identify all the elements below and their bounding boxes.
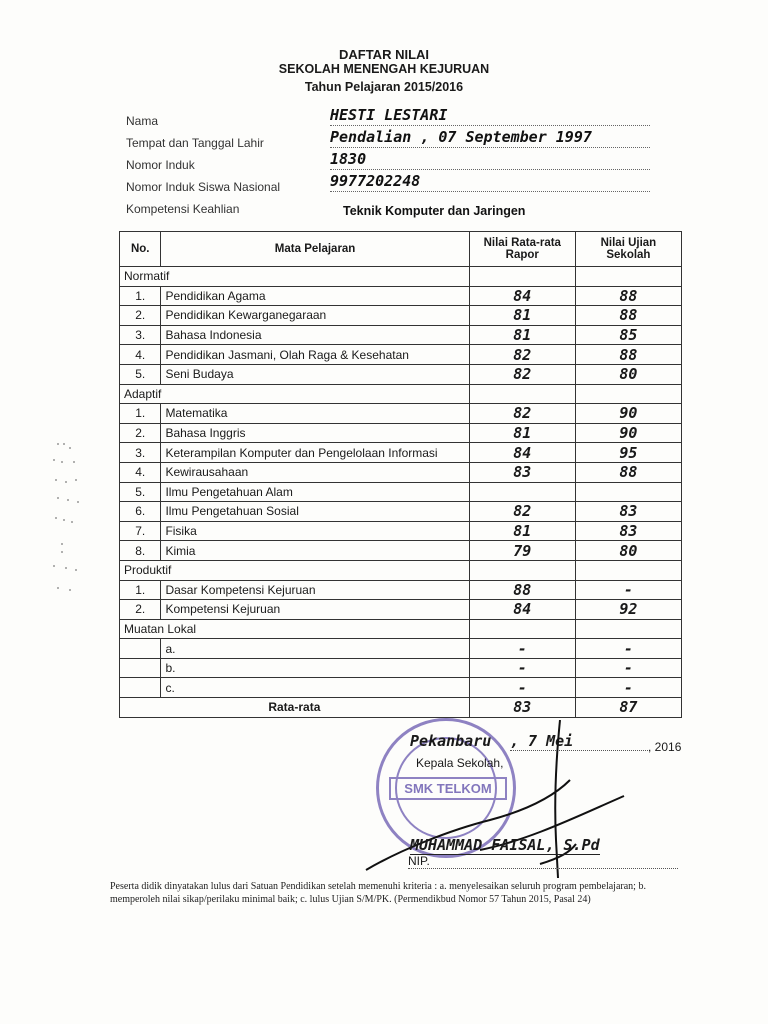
row-number: 2. (120, 306, 161, 326)
signoff-date: , 7 Mei (510, 732, 650, 751)
nisn-label: Nomor Induk Siswa Nasional (126, 180, 281, 194)
nisn-value: 9977202248 (330, 172, 650, 192)
principal-name: MUHAMMAD FAISAL, S.Pd (410, 836, 600, 854)
section-empty-cell (575, 267, 681, 287)
signoff-role: Kepala Sekolah, (416, 756, 504, 770)
section-label: Muatan Lokal (120, 619, 470, 639)
subject-name: Pendidikan Kewarganegaraan (161, 306, 469, 326)
table-row (120, 678, 682, 698)
subject-name: Ilmu Pengetahuan Alam (161, 482, 469, 502)
rapor-score: 84 (469, 443, 575, 463)
grades-body (120, 267, 682, 698)
ujian-score (575, 482, 681, 502)
rapor-score: 79 (469, 541, 575, 561)
table-header-row (120, 232, 682, 267)
ujian-score: 88 (575, 462, 681, 482)
section-empty-cell (469, 267, 575, 287)
rapor-score: 81 (469, 325, 575, 345)
rapor-score: 82 (469, 364, 575, 384)
nomor-induk-label: Nomor Induk (126, 158, 195, 172)
birth-value: Pendalian , 07 September 1997 (330, 128, 650, 148)
subject-name: Dasar Kompetensi Kejuruan (161, 580, 469, 600)
rapor-score: - (469, 678, 575, 698)
rapor-score: - (469, 658, 575, 678)
row-number: 3. (120, 325, 161, 345)
academic-year: Tahun Pelajaran 2015/2016 (304, 80, 464, 94)
row-number: 2. (120, 600, 161, 620)
average-row (120, 698, 682, 718)
table-row (120, 364, 682, 384)
subject-name: Pendidikan Agama (161, 286, 469, 306)
section-empty-cell (469, 560, 575, 580)
section-empty-cell (575, 384, 681, 404)
subject-name: Kimia (161, 541, 469, 561)
ujian-score: 80 (575, 541, 681, 561)
table-row (120, 658, 682, 678)
rapor-score: 83 (469, 462, 575, 482)
table-row (120, 541, 682, 561)
rapor-score: 81 (469, 521, 575, 541)
footnote: Peserta didik dinyatakan lulus dari Satuan Pendidikan setelah memenuhi kriteria : a. menyelesaikan seluruh program pembelajaran; b. memperoleh nilai sikap/perilaku minimal baik; c. lulus Ujian S/M/PK. (Permendikbud Nomor 57 Tahun 2015, Pasal 24) (110, 881, 646, 905)
col-no-header: No. (120, 232, 161, 267)
signoff-year: , 2016 (648, 740, 682, 754)
row-number: 6. (120, 502, 161, 522)
table-row (120, 423, 682, 443)
row-number: 8. (120, 541, 161, 561)
table-row (120, 306, 682, 326)
section-empty-cell (575, 560, 681, 580)
ujian-score: 92 (575, 600, 681, 620)
subject-name: Bahasa Indonesia (161, 325, 469, 345)
subject-name: c. (161, 678, 469, 698)
ujian-score: - (575, 678, 681, 698)
grades-table (119, 231, 682, 718)
school-name: SEKOLAH MENENGAH KEJURUAN (278, 62, 490, 76)
ujian-score: - (575, 658, 681, 678)
average-rapor: 83 (469, 698, 575, 718)
average-ujian: 87 (575, 698, 681, 718)
ujian-score: 90 (575, 404, 681, 424)
subject-name: Fisika (161, 521, 469, 541)
rapor-score: 81 (469, 423, 575, 443)
subject-name: a. (161, 639, 469, 659)
subject-name: Seni Budaya (161, 364, 469, 384)
ujian-score: 80 (575, 364, 681, 384)
ujian-score: 85 (575, 325, 681, 345)
table-row (120, 325, 682, 345)
margin-dots (48, 440, 84, 600)
subject-name: Kompetensi Kejuruan (161, 600, 469, 620)
section-row (120, 384, 682, 404)
nomor-induk-value: 1830 (330, 150, 650, 170)
col-subject-header: Mata Pelajaran (161, 232, 469, 267)
rapor-score: - (469, 639, 575, 659)
rapor-score: 82 (469, 345, 575, 365)
average-label: Rata-rata (120, 698, 470, 718)
section-row (120, 267, 682, 287)
table-row (120, 521, 682, 541)
row-number (120, 678, 161, 698)
subject-name: Ilmu Pengetahuan Sosial (161, 502, 469, 522)
rapor-score (469, 482, 575, 502)
table-row (120, 600, 682, 620)
name-value: HESTI LESTARI (330, 106, 650, 126)
subject-name: Pendidikan Jasmani, Olah Raga & Kesehatan (161, 345, 469, 365)
col-rapor-header: Nilai Rata-rata Rapor (469, 232, 575, 267)
row-number: 4. (120, 345, 161, 365)
table-row (120, 482, 682, 502)
section-empty-cell (469, 384, 575, 404)
row-number (120, 658, 161, 678)
subject-name: Matematika (161, 404, 469, 424)
rapor-score: 82 (469, 502, 575, 522)
row-number: 1. (120, 404, 161, 424)
table-row (120, 404, 682, 424)
row-number: 1. (120, 286, 161, 306)
kompetensi-value: Teknik Komputer dan Jaringen (343, 204, 526, 218)
subject-name: Keterampilan Komputer dan Pengelolaan Informasi (161, 443, 469, 463)
ujian-score: - (575, 639, 681, 659)
section-empty-cell (469, 619, 575, 639)
table-row (120, 286, 682, 306)
document-title: DAFTAR NILAI (338, 47, 430, 62)
table-row (120, 502, 682, 522)
stamp-text: SMK TELKOM (389, 777, 507, 800)
subject-name: Bahasa Inggris (161, 423, 469, 443)
birth-label: Tempat dan Tanggal Lahir (126, 136, 264, 150)
row-number: 7. (120, 521, 161, 541)
ujian-score: 88 (575, 286, 681, 306)
row-number: 3. (120, 443, 161, 463)
rapor-score: 84 (469, 600, 575, 620)
section-empty-cell (575, 619, 681, 639)
name-label: Nama (126, 114, 159, 128)
row-number: 5. (120, 364, 161, 384)
ujian-score: 95 (575, 443, 681, 463)
rapor-score: 81 (469, 306, 575, 326)
ujian-score: 83 (575, 521, 681, 541)
row-number: 4. (120, 462, 161, 482)
row-number (120, 639, 161, 659)
table-row (120, 443, 682, 463)
row-number: 5. (120, 482, 161, 502)
section-row (120, 560, 682, 580)
table-row (120, 462, 682, 482)
section-label: Normatif (120, 267, 470, 287)
subject-name: b. (161, 658, 469, 678)
signoff-place: Pekanbaru (410, 732, 492, 750)
row-number: 1. (120, 580, 161, 600)
section-label: Adaptif (120, 384, 470, 404)
section-label: Produktif (120, 560, 470, 580)
row-number: 2. (120, 423, 161, 443)
subject-name: Kewirausahaan (161, 462, 469, 482)
ujian-score: - (575, 580, 681, 600)
kompetensi-label: Kompetensi Keahlian (126, 202, 240, 216)
ujian-score: 88 (575, 345, 681, 365)
ujian-score: 90 (575, 423, 681, 443)
table-row (120, 345, 682, 365)
col-ujian-header: Nilai Ujian Sekolah (575, 232, 681, 267)
rapor-score: 82 (469, 404, 575, 424)
nip-label: NIP. (408, 854, 678, 869)
ujian-score: 88 (575, 306, 681, 326)
rapor-score: 88 (469, 580, 575, 600)
table-row (120, 580, 682, 600)
section-row (120, 619, 682, 639)
ujian-score: 83 (575, 502, 681, 522)
table-row (120, 639, 682, 659)
rapor-score: 84 (469, 286, 575, 306)
